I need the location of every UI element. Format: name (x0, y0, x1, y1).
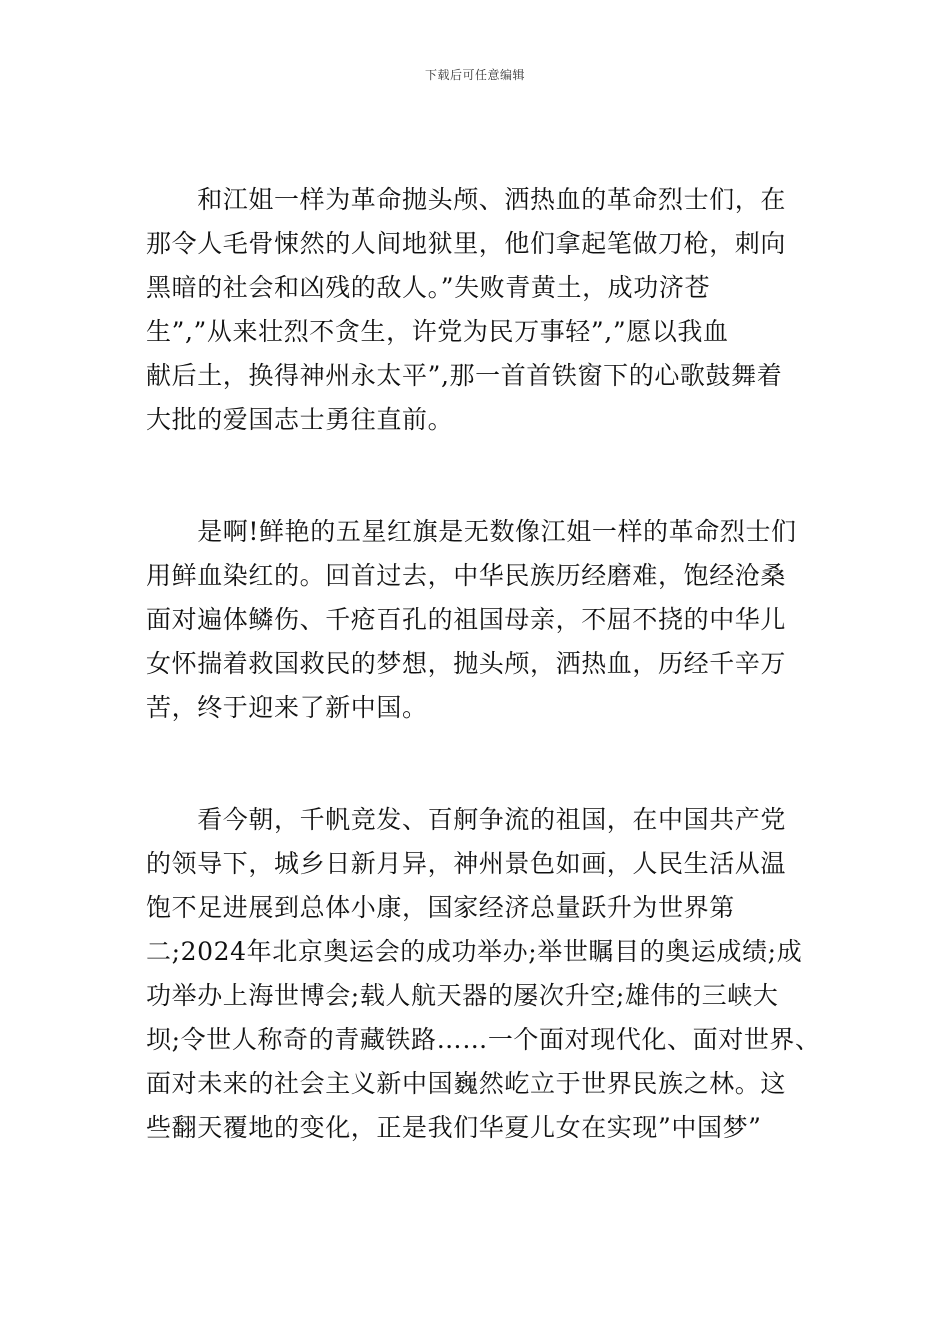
text-line: 饱不足进展到总体小康，国家经济总量跃升为世界第 (146, 893, 735, 922)
text-line: 的领导下，城乡日新月异，神州景色如画，人民生活从温 (146, 849, 787, 878)
text-line: 面对遍体鳞伤、千疮百孔的祖国母亲，不屈不挠的中华儿 (146, 605, 787, 634)
paragraph-1 (146, 178, 810, 442)
paragraph-spacer (146, 730, 810, 798)
text-line: 那令人毛骨悚然的人间地狱里，他们拿起笔做刀枪，刺向 (146, 229, 787, 258)
text-line: 用鲜血染红的。回首过去，中华民族历经磨难，饱经沧桑 (146, 561, 787, 590)
text-line: 二;2024年北京奥运会的成功举办;举世瞩目的奥运成绩;成 (146, 937, 803, 966)
text-line: 黑暗的社会和凶残的敌人。”失败青黄土，成功济苍 (146, 273, 711, 302)
text-line: 看今朝，千帆竞发、百舸争流的祖国，在中国共产党 (146, 805, 787, 834)
text-line: 些翻天覆地的变化，正是我们华夏儿女在实现”中国梦” (146, 1113, 762, 1142)
paragraph-3 (146, 798, 821, 1150)
text-line: 和江姐一样为革命抛头颅、洒热血的革命烈士们，在 (146, 185, 787, 214)
paragraph-spacer (146, 442, 810, 510)
text-line: 苦，终于迎来了新中国。 (146, 693, 428, 722)
text-line: 大批的爱国志士勇往直前。 (146, 405, 454, 434)
text-line: 是啊!鲜艳的五星红旗是无数像江姐一样的革命烈士们 (146, 517, 797, 546)
page-header: 下载后可任意编辑 (424, 68, 525, 82)
paragraph-2 (146, 510, 810, 730)
text-line: 女怀揣着救国救民的梦想，抛头颅，洒热血，历经千辛万 (146, 649, 787, 678)
text-line: 坝;令世人称奇的青藏铁路……一个面对现代化、面对世界、 (146, 1025, 821, 1054)
text-line: 生”,”从来壮烈不贪生，许党为民万事轻”,”愿以我血 (146, 317, 729, 346)
document-body (146, 178, 821, 1150)
text-line: 功举办上海世博会;载人航天器的屡次升空;雄伟的三峡大 (146, 981, 779, 1010)
text-line: 面对未来的社会主义新中国巍然屹立于世界民族之林。这 (146, 1069, 787, 1098)
text-line: 献后土，换得神州永太平”,那一首首铁窗下的心歌鼓舞着 (146, 361, 783, 390)
